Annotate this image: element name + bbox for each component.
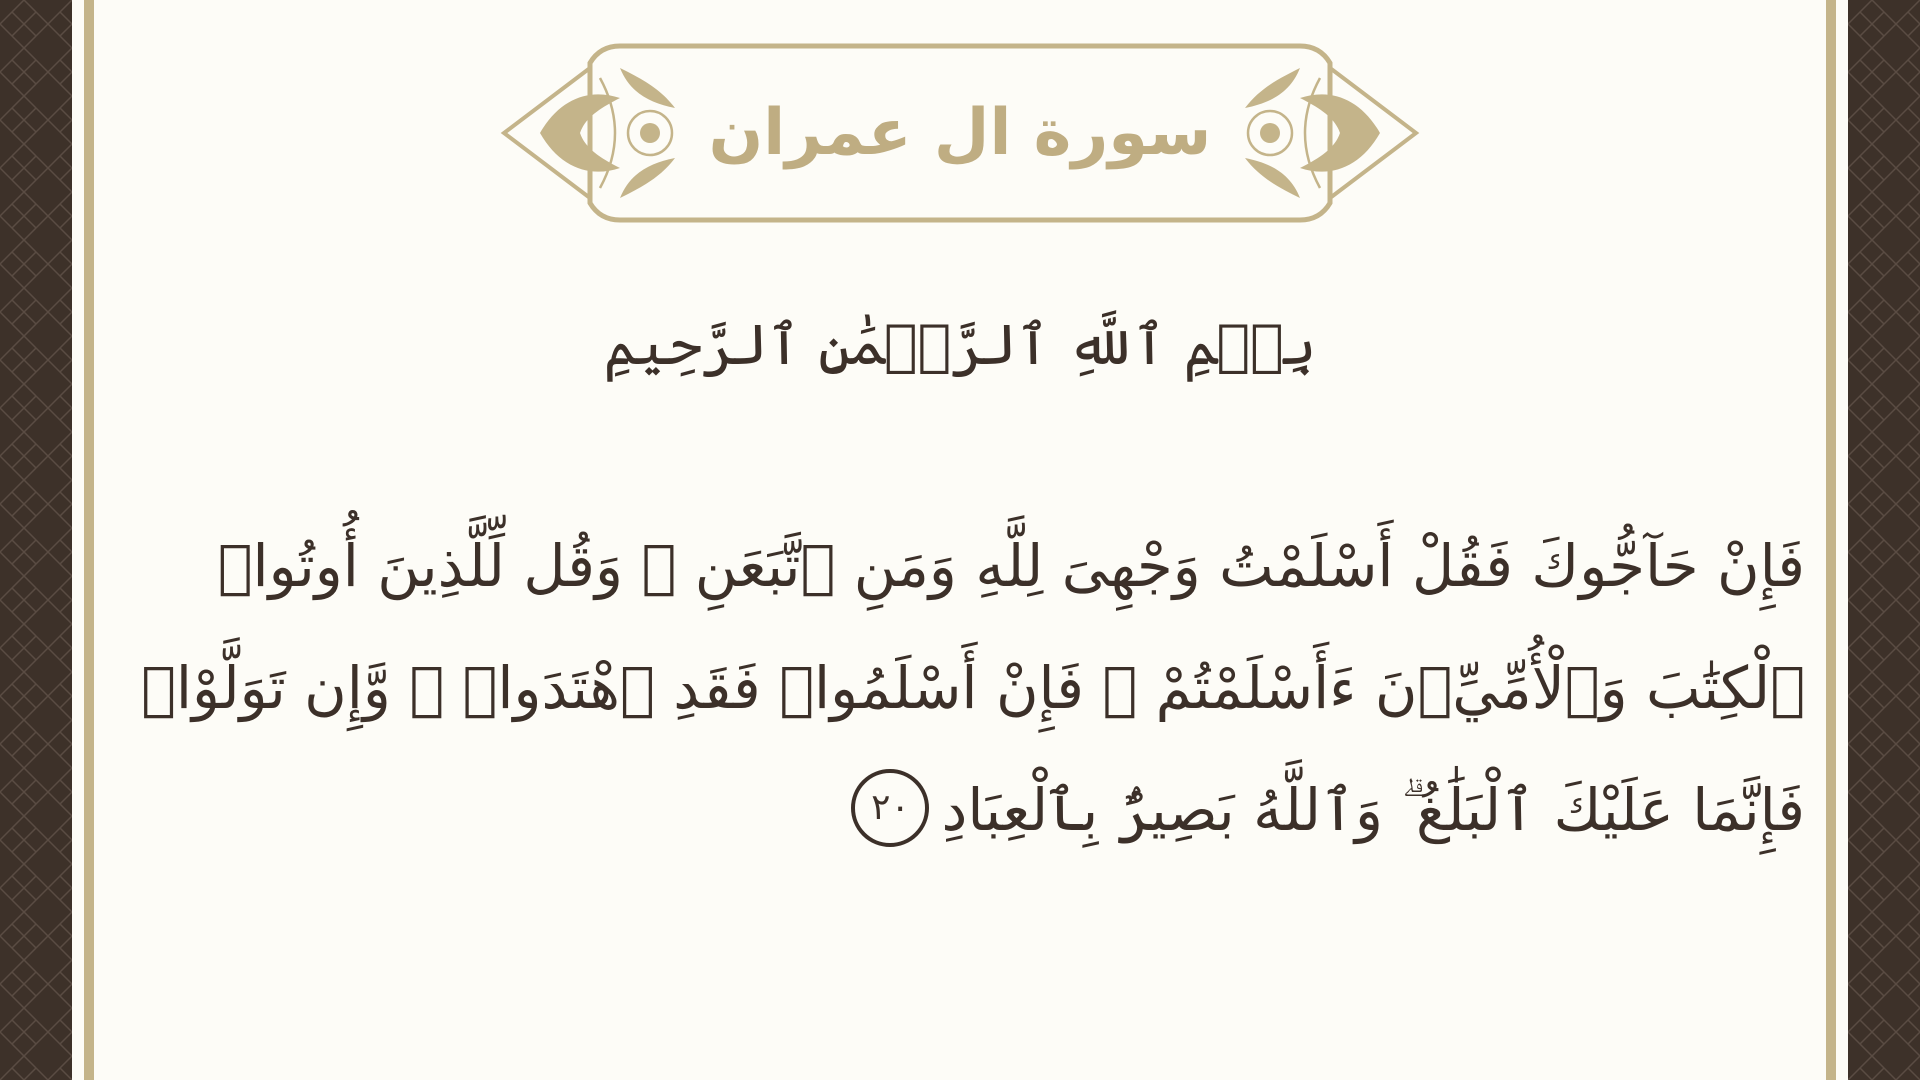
right-ornamental-border <box>1848 0 1920 1080</box>
ayah-line-3-text: فَإِنَّمَا عَلَيْكَ ٱلْبَلَٰغُ ۗ وَٱللَّهُ بَصِيرٌۢ بِٱلْعِبَادِ <box>941 776 1805 844</box>
left-gold-rule <box>84 0 94 1080</box>
left-ornamental-border <box>0 0 72 1080</box>
ayah-number-marker: ٢٠ <box>851 769 929 847</box>
surah-title: سورة ال عمران <box>708 96 1212 170</box>
basmala: بِسۡمِ ٱللَّهِ ٱلرَّحۡمَٰنِ ٱلرَّحِيمِ <box>603 312 1317 378</box>
ayah-line-3 <box>220 749 1805 871</box>
ayah-text <box>141 505 1805 885</box>
surah-title-frame <box>500 38 1420 228</box>
right-gold-rule <box>1826 0 1836 1080</box>
ayah-line-1: فَإِنْ حَآجُّوكَ فَقُلْ أَسْلَمْتُ وَجْهِىَ لِلَّهِ وَمَنِ ٱتَّبَعَنِ ۗ وَقُل لِّلَّذِينَ أُوتُوا۟ <box>217 532 1805 600</box>
ayah-line-2: ٱلْكِتَٰبَ وَٱلْأُمِّيِّۦنَ ءَأَسْلَمْتُمْ ۚ فَإِنْ أَسْلَمُوا۟ فَقَدِ ٱهْتَدَوا۟ ۖ وَّإِن تَوَلَّوْا۟ <box>141 654 1805 722</box>
